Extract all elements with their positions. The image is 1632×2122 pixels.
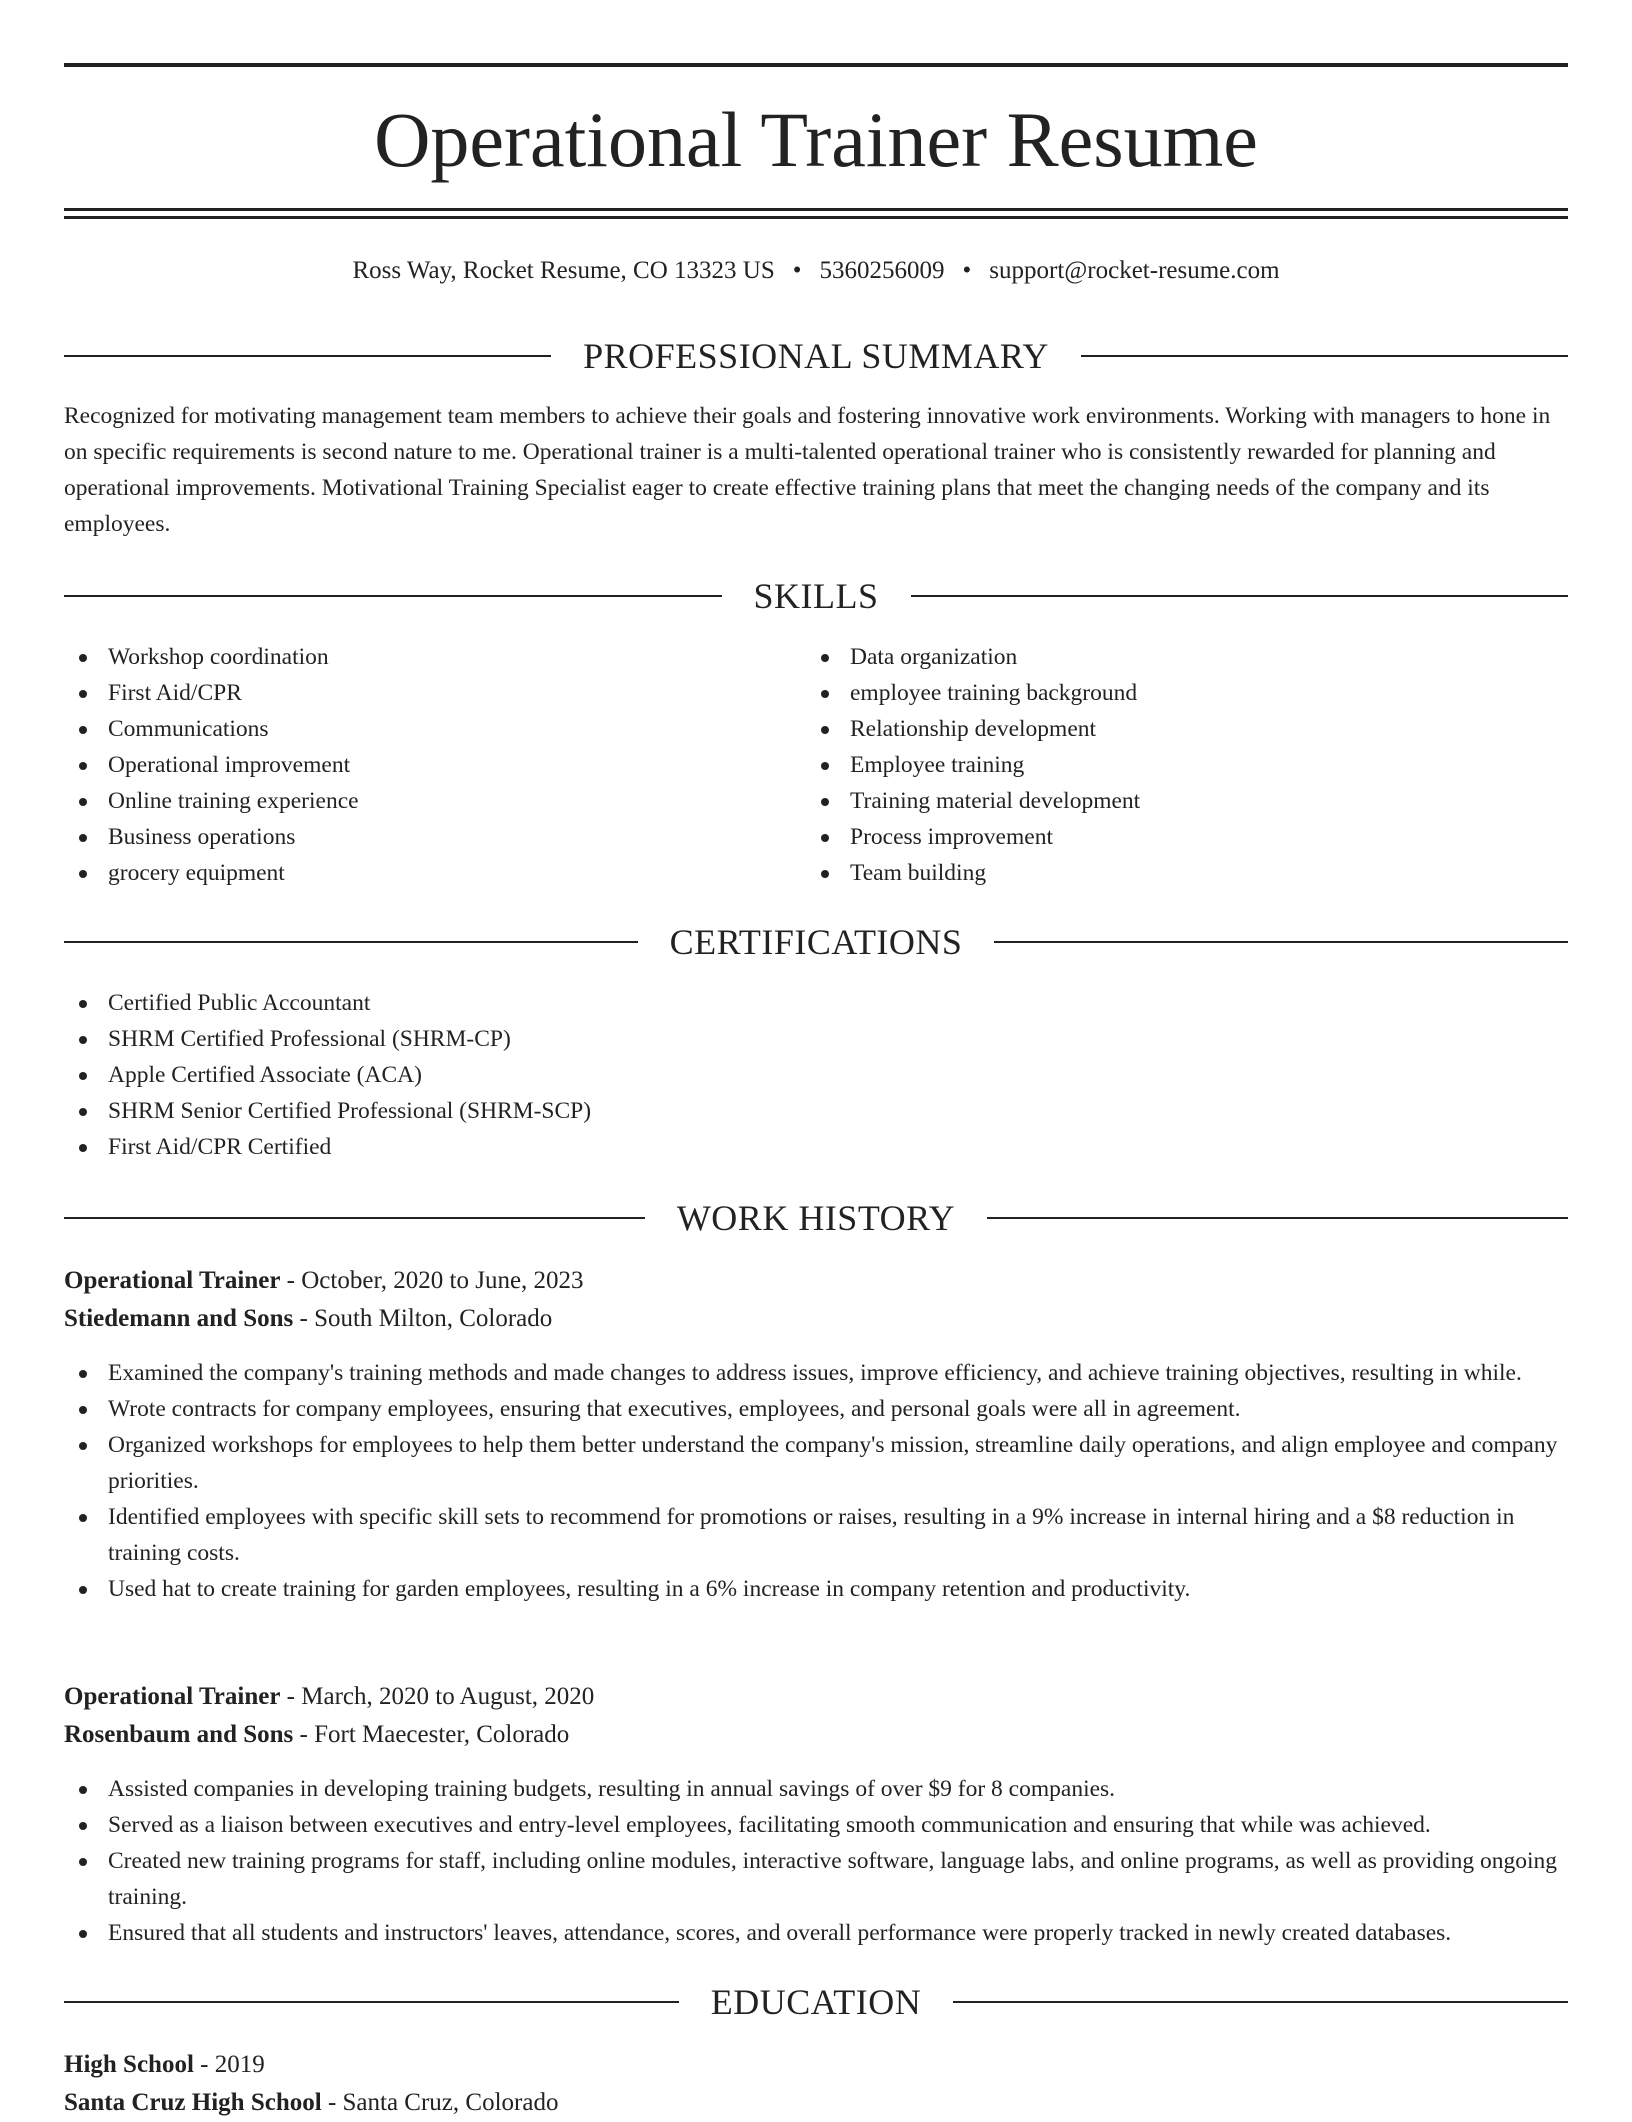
certifications-heading: [64, 920, 1568, 964]
job-dates: - October, 2020 to June, 2023: [280, 1267, 584, 1294]
certification-item: Certified Public Accountant: [64, 985, 1568, 1021]
job-location: - South Milton, Colorado: [293, 1305, 553, 1332]
contact-separator: •: [962, 257, 972, 284]
education-school-line: [64, 2084, 1568, 2122]
education-year: - 2019: [193, 2051, 265, 2078]
contact-phone: 5360256009: [819, 257, 945, 284]
job-company-line: [64, 1716, 1568, 1754]
certification-item: First Aid/CPR Certified: [64, 1129, 1568, 1165]
job-bullet: Assisted companies in developing training budgets, resulting in annual savings of over $9 for 8 companies.: [64, 1771, 1568, 1807]
education-heading: [64, 1980, 1568, 2024]
work-history-heading-label: WORK HISTORY: [676, 1198, 956, 1238]
heading-rule-right: [994, 941, 1568, 943]
work-history-heading: [64, 1196, 1568, 1240]
education-school: Santa Cruz High School: [64, 2089, 322, 2116]
contact-line: [64, 254, 1568, 288]
skill-item: Workshop coordination: [64, 639, 804, 675]
contact-email: support@rocket-resume.com: [989, 257, 1280, 284]
title-double-rule-lower: [64, 216, 1568, 219]
job-title: Operational Trainer: [64, 1683, 281, 1710]
skill-item: grocery equipment: [64, 855, 804, 891]
skill-item: Business operations: [64, 819, 804, 855]
job-bullet: Examined the company's training methods and made changes to address issues, improve efficiency, and achieve training objectives, resulting in while.: [64, 1355, 1568, 1391]
job-dates: - March, 2020 to August, 2020: [280, 1683, 595, 1710]
summary-text: Recognized for motivating management team members to achieve their goals and fostering innovative work environments. Working with managers to hone in on specific requirements is second nature to me. Operational trainer is a multi-talented operational trainer who is consistently rewarded for planning and operational improvements. Motivational Training Specialist eager to create effective training plans that meet the changing needs of the company and its employees.: [64, 403, 1551, 537]
skill-item: Relationship development: [806, 711, 1546, 747]
skill-item: Employee training: [806, 747, 1546, 783]
heading-rule-right: [1081, 355, 1568, 357]
job-company: Stiedemann and Sons: [64, 1305, 294, 1332]
certifications-heading-label: CERTIFICATIONS: [669, 922, 963, 962]
job-bullet: Organized workshops for employees to help them better understand the company's mission, streamline daily operations, and align employee and company priorities.: [64, 1427, 1568, 1499]
job-title-line: [64, 1678, 1568, 1716]
heading-rule-left: [64, 2001, 679, 2003]
heading-rule-left: [64, 1217, 645, 1219]
certifications-list: [64, 985, 1568, 1165]
page-title: Operational Trainer Resume: [374, 96, 1258, 183]
skills-heading: [64, 574, 1568, 618]
skill-item: Communications: [64, 711, 804, 747]
certification-item: SHRM Senior Certified Professional (SHRM-SCP): [64, 1093, 1568, 1129]
education-degree: High School: [64, 2051, 194, 2078]
skill-item: Team building: [806, 855, 1546, 891]
skill-item: Data organization: [806, 639, 1546, 675]
job-title: Operational Trainer: [64, 1267, 281, 1294]
heading-rule-right: [987, 1217, 1568, 1219]
summary-heading-label: PROFESSIONAL SUMMARY: [583, 336, 1049, 376]
job-bullets: [64, 1771, 1568, 1951]
certification-item: Apple Certified Associate (ACA): [64, 1057, 1568, 1093]
job-bullet: Identified employees with specific skill sets to recommend for promotions or raises, resulting in a 9% increase in internal hiring and a $8 reduction in training costs.: [64, 1499, 1568, 1571]
education-degree-line: [64, 2046, 1568, 2084]
certification-item: SHRM Certified Professional (SHRM-CP): [64, 1021, 1568, 1057]
skill-item: Operational improvement: [64, 747, 804, 783]
job-title-line: [64, 1262, 1568, 1300]
job-bullets: [64, 1355, 1568, 1607]
job-bullet: Used hat to create training for garden employees, resulting in a 6% increase in company retention and productivity.: [64, 1571, 1568, 1607]
skills-list-right: [806, 639, 1546, 891]
contact-separator: •: [792, 257, 802, 284]
job-company-line: [64, 1300, 1568, 1338]
job-company: Rosenbaum and Sons: [64, 1721, 294, 1748]
heading-rule-left: [64, 595, 722, 597]
education-location: - Santa Cruz, Colorado: [321, 2089, 559, 2116]
heading-rule-left: [64, 941, 638, 943]
skill-item: Process improvement: [806, 819, 1546, 855]
job-bullet: Served as a liaison between executives and entry-level employees, facilitating smooth communication and ensuring that while was achieved.: [64, 1807, 1568, 1843]
skill-item: Online training experience: [64, 783, 804, 819]
heading-rule-right: [911, 595, 1569, 597]
top-rule: [64, 63, 1568, 67]
job-bullet: Wrote contracts for company employees, ensuring that executives, employees, and personal goals were all in agreement.: [64, 1391, 1568, 1427]
job-location: - Fort Maecester, Colorado: [293, 1721, 570, 1748]
skills-heading-label: SKILLS: [753, 576, 879, 616]
heading-rule-right: [953, 2001, 1568, 2003]
heading-rule-left: [64, 355, 551, 357]
skills-list-left: [64, 639, 804, 891]
education-heading-label: EDUCATION: [710, 1982, 922, 2022]
summary-heading: [64, 334, 1568, 378]
skill-item: employee training background: [806, 675, 1546, 711]
job-bullet: Ensured that all students and instructors' leaves, attendance, scores, and overall performance were properly tracked in newly created databases.: [64, 1915, 1568, 1951]
title-double-rule-upper: [64, 208, 1568, 211]
contact-address: Ross Way, Rocket Resume, CO 13323 US: [352, 257, 775, 284]
skill-item: First Aid/CPR: [64, 675, 804, 711]
skill-item: Training material development: [806, 783, 1546, 819]
job-bullet: Created new training programs for staff, including online modules, interactive software, language labs, and online programs, as well as providing ongoing training.: [64, 1843, 1568, 1915]
